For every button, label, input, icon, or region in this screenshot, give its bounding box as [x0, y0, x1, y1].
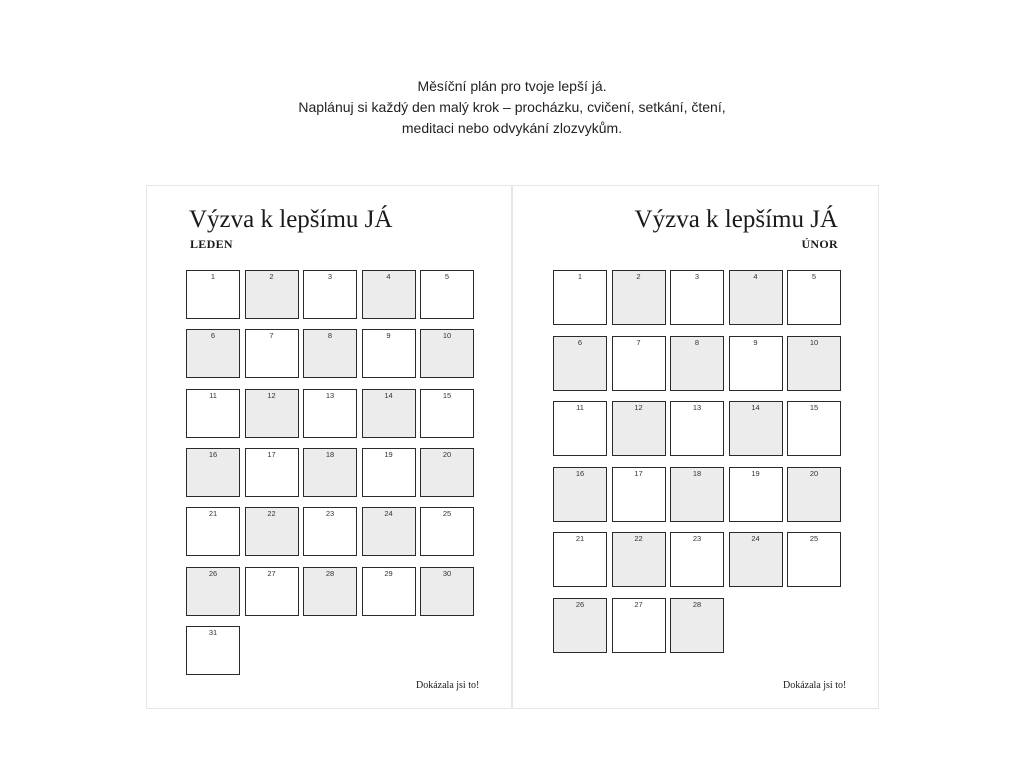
february-day-number: 11: [576, 403, 584, 412]
january-day-31: [186, 626, 240, 675]
january-day-number: 20: [442, 449, 452, 459]
january-day-number: 15: [442, 390, 452, 400]
intro-text: [0, 76, 1024, 139]
february-day-number: 10: [809, 337, 819, 347]
january-day-9: [362, 329, 416, 378]
february-day-12: [612, 401, 666, 456]
february-day-20: [787, 467, 841, 522]
february-day-13: [670, 401, 724, 456]
january-day-number: 8: [327, 331, 333, 341]
february-day-1: [553, 270, 607, 325]
february-day-number: 27: [634, 599, 643, 609]
february-day-number: 22: [634, 534, 643, 543]
january-day-10: [420, 329, 474, 378]
february-day-number: 7: [636, 337, 641, 347]
january-day-number: 7: [269, 331, 274, 341]
february-day-number: 17: [634, 468, 643, 478]
february-day-26: [553, 598, 607, 653]
february-day-4: [729, 270, 783, 325]
january-day-1: [186, 270, 240, 319]
february-day-11: [553, 401, 607, 456]
february-day-number: 13: [692, 403, 702, 412]
february-day-number: 2: [636, 272, 641, 281]
february-month-label: ÚNOR: [801, 237, 838, 251]
february-day-27: [612, 598, 666, 653]
february-day-number: 16: [575, 468, 585, 478]
january-day-number: 1: [210, 272, 216, 281]
february-day-number: 15: [809, 403, 819, 412]
january-title: Výzva k lepšímu JÁ: [189, 206, 393, 233]
january-day-number: 21: [208, 509, 218, 519]
january-day-number: 10: [442, 331, 452, 341]
january-day-number: 23: [325, 509, 335, 519]
january-day-number: 3: [327, 272, 333, 281]
january-day-25: [420, 507, 474, 556]
february-day-number: 14: [751, 403, 760, 412]
february-day-15: [787, 401, 841, 456]
january-day-number: 24: [384, 509, 393, 519]
january-day-number: 5: [444, 272, 450, 281]
january-day-11: [186, 389, 240, 438]
january-day-2: [245, 270, 299, 319]
february-day-6: [553, 336, 607, 391]
january-day-number: 14: [384, 390, 393, 400]
february-day-number: 19: [751, 468, 760, 478]
january-day-number: 17: [267, 449, 276, 459]
january-day-number: 19: [384, 449, 393, 459]
january-day-number: 13: [325, 390, 335, 400]
january-day-19: [362, 448, 416, 497]
january-day-number: 18: [325, 449, 335, 459]
february-day-number: 1: [577, 272, 583, 281]
january-day-number: 9: [386, 331, 391, 341]
february-day-23: [670, 532, 724, 587]
february-day-21: [553, 532, 607, 587]
february-title: Výzva k lepšímu JÁ: [634, 206, 838, 233]
january-day-22: [245, 507, 299, 556]
january-day-number: 26: [208, 568, 218, 578]
intro-line-2: Naplánuj si každý den malý krok – procházku, cvičení, setkání, čtení,: [298, 99, 726, 115]
january-day-number: 6: [210, 331, 216, 341]
february-day-number: 25: [809, 534, 819, 543]
january-day-24: [362, 507, 416, 556]
january-day-number: 27: [267, 568, 276, 578]
february-day-number: 6: [577, 337, 583, 347]
february-day-number: 18: [692, 468, 702, 478]
january-day-3: [303, 270, 357, 319]
february-day-number: 20: [809, 468, 819, 478]
february-day-22: [612, 532, 666, 587]
february-day-19: [729, 467, 783, 522]
january-day-number: 12: [267, 390, 276, 400]
january-day-28: [303, 567, 357, 616]
february-day-number: 3: [694, 272, 700, 281]
february-day-number: 4: [753, 272, 758, 281]
january-day-number: 22: [267, 509, 276, 519]
january-month-label: LEDEN: [190, 237, 233, 251]
february-day-number: 5: [811, 272, 817, 281]
january-day-6: [186, 329, 240, 378]
january-day-4: [362, 270, 416, 319]
intro-line-1: Měsíční plán pro tvoje lepší já.: [417, 78, 607, 94]
february-day-28: [670, 598, 724, 653]
january-day-number: 31: [208, 627, 218, 637]
january-day-13: [303, 389, 357, 438]
february-day-number: 26: [575, 599, 585, 609]
january-day-21: [186, 507, 240, 556]
january-day-18: [303, 448, 357, 497]
february-day-number: 8: [694, 337, 700, 347]
february-day-9: [729, 336, 783, 391]
february-day-17: [612, 467, 666, 522]
january-day-12: [245, 389, 299, 438]
february-day-24: [729, 532, 783, 587]
january-day-26: [186, 567, 240, 616]
january-day-number: 29: [384, 568, 393, 578]
january-day-16: [186, 448, 240, 497]
february-day-number: 24: [751, 534, 760, 543]
february-day-10: [787, 336, 841, 391]
february-day-number: 21: [575, 534, 585, 543]
february-day-3: [670, 270, 724, 325]
january-day-number: 30: [442, 568, 452, 578]
february-day-number: 9: [753, 337, 758, 347]
february-day-18: [670, 467, 724, 522]
january-day-number: 28: [325, 568, 335, 578]
january-day-14: [362, 389, 416, 438]
january-day-17: [245, 448, 299, 497]
february-day-16: [553, 467, 607, 522]
february-footer: Dokázala jsi to!: [783, 680, 847, 691]
january-day-15: [420, 389, 474, 438]
february-day-5: [787, 270, 841, 325]
january-day-23: [303, 507, 357, 556]
intro-line-3: meditaci nebo odvykání zlozvykům.: [401, 120, 623, 136]
february-day-14: [729, 401, 783, 456]
january-day-20: [420, 448, 474, 497]
january-day-29: [362, 567, 416, 616]
january-day-number: 11: [209, 390, 217, 400]
january-day-27: [245, 567, 299, 616]
february-day-number: 28: [692, 599, 702, 609]
january-day-7: [245, 329, 299, 378]
january-day-30: [420, 567, 474, 616]
february-day-25: [787, 532, 841, 587]
january-day-number: 4: [386, 272, 391, 281]
february-day-8: [670, 336, 724, 391]
january-day-8: [303, 329, 357, 378]
february-day-2: [612, 270, 666, 325]
february-day-number: 23: [692, 534, 702, 543]
january-day-number: 16: [208, 449, 218, 459]
february-day-7: [612, 336, 666, 391]
january-day-number: 2: [269, 272, 274, 281]
january-day-number: 25: [442, 509, 452, 519]
january-footer: Dokázala jsi to!: [416, 680, 480, 691]
january-day-5: [420, 270, 474, 319]
february-day-number: 12: [634, 403, 643, 412]
